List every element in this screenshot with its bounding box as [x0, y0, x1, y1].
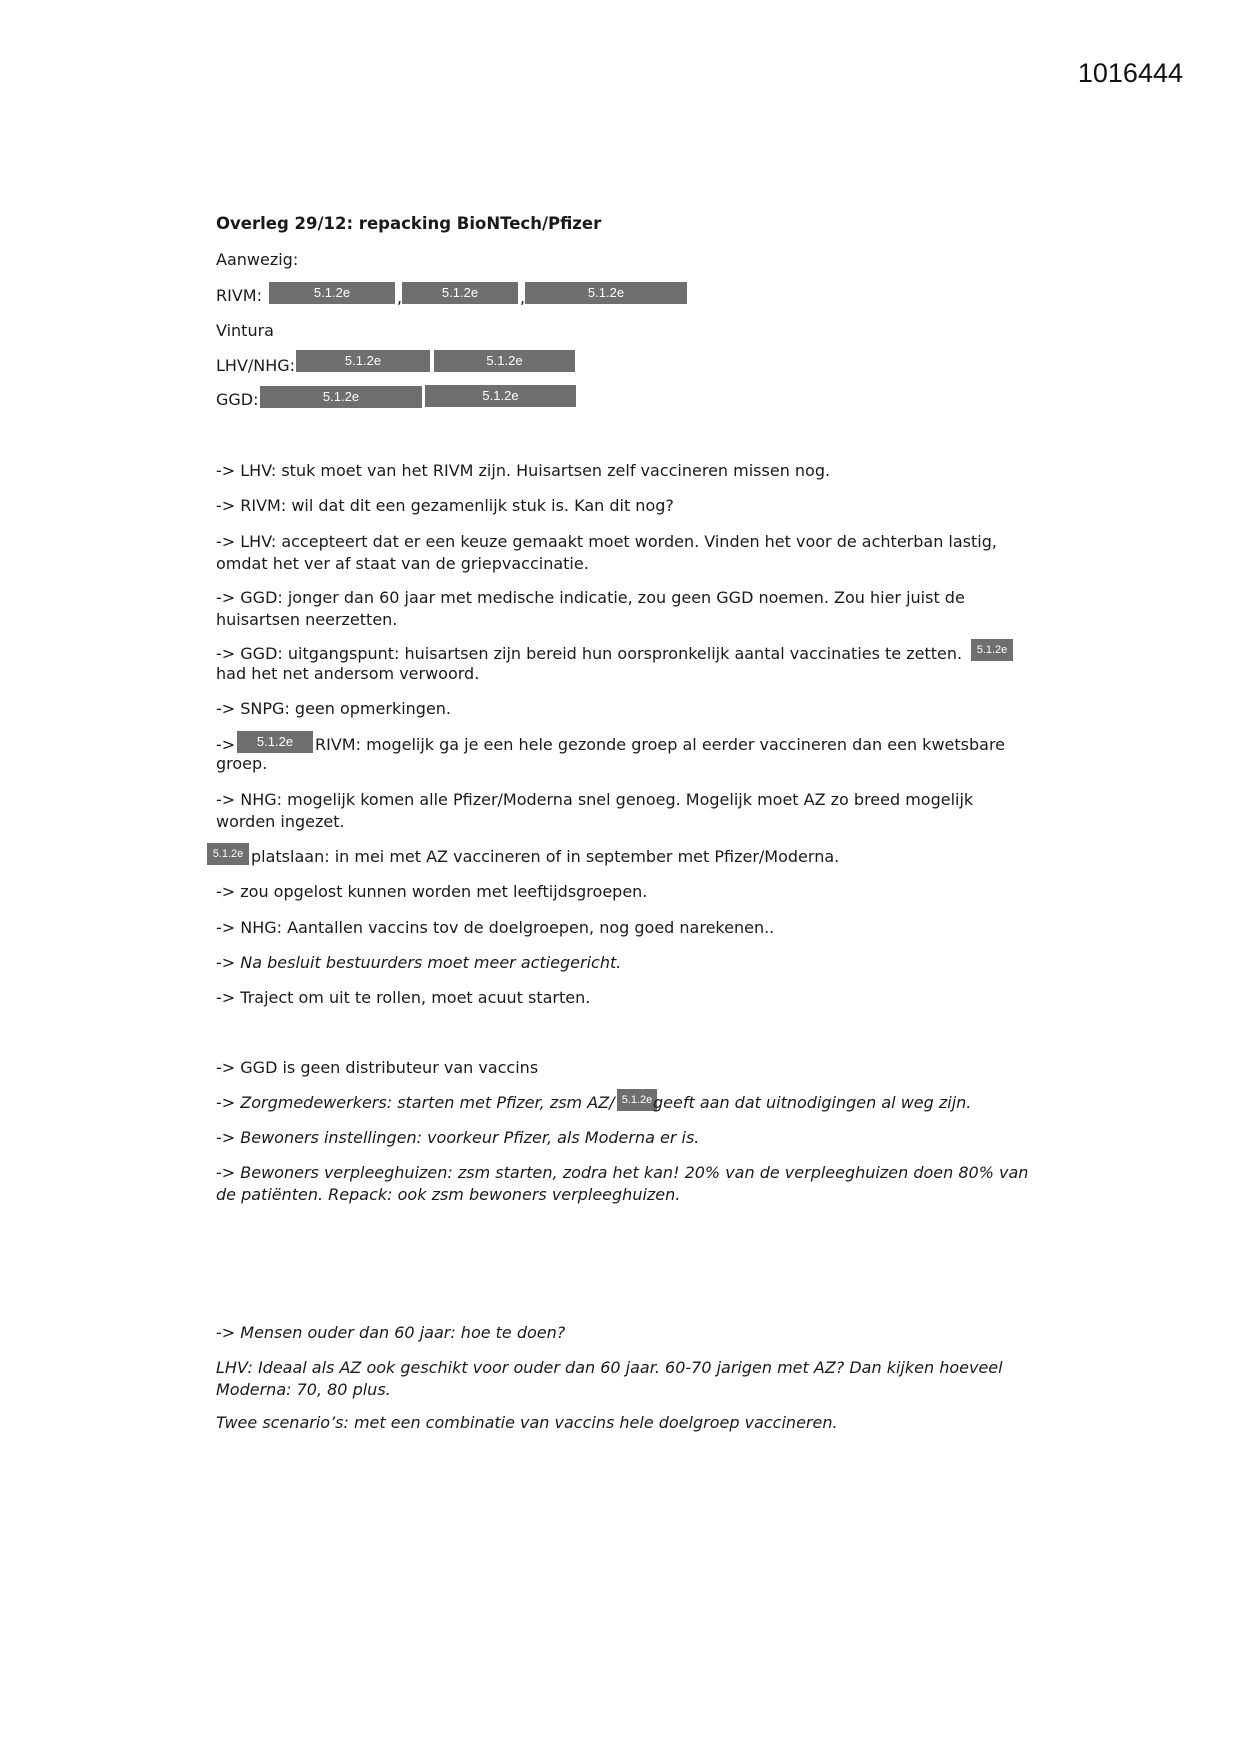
lhv-nhg-label: LHV/NHG:: [216, 356, 296, 375]
note-20: Twee scenario’s: met een combinatie van vaccins hele doelgroep vaccineren.: [216, 1413, 838, 1432]
ggd-label: GGD:: [216, 390, 259, 409]
note-1: -> LHV: stuk moet van het RIVM zijn. Huisartsen zelf vaccineren missen nog.: [216, 461, 831, 480]
note-7-arrow: ->: [216, 735, 236, 754]
note-12: -> Na besluit bestuurders moet meer actiegericht.: [216, 953, 622, 972]
redaction-box: 5.1.2e: [425, 385, 576, 407]
redaction-box: 5.1.2e: [971, 639, 1013, 661]
note-5-line2: had het net andersom verwoord.: [216, 664, 480, 683]
note-13: -> Traject om uit te rollen, moet acuut starten.: [216, 988, 591, 1007]
note-14: -> GGD is geen distributeur van vaccins: [216, 1058, 539, 1077]
note-18: -> Mensen ouder dan 60 jaar: hoe te doen?: [216, 1323, 566, 1342]
note-19: LHV: Ideaal als AZ ook geschikt voor ouder dan 60 jaar. 60-70 jarigen met AZ? Dan kijken hoeveel Moderna: 70, 80 plus.: [216, 1358, 1003, 1399]
redaction-box: 5.1.2e: [434, 350, 575, 372]
note-9: platslaan: in mei met AZ vaccineren of in september met Pfizer/Moderna.: [251, 847, 840, 866]
attendees-heading: Aanwezig:: [216, 250, 299, 269]
note-7-line2: groep.: [216, 754, 268, 773]
redaction-box: 5.1.2e: [269, 282, 395, 304]
note-17: -> Bewoners verpleeghuizen: zsm starten, zodra het kan! 20% van de verpleeghuizen doen 80% van de patiënten. Repack: ook zsm bewoners verpleeghuizen.: [216, 1163, 1029, 1204]
note-11: -> NHG: Aantallen vaccins tov de doelgroepen, nog goed narekenen..: [216, 918, 775, 937]
note-8: -> NHG: mogelijk komen alle Pfizer/Moderna snel genoeg. Mogelijk moet AZ zo breed mogelijk worden ingezet.: [216, 790, 974, 831]
rivm-label: RIVM:: [216, 286, 262, 305]
note-5-line1: -> GGD: uitgangspunt: huisartsen zijn bereid hun oorspronkelijk aantal vaccinaties te zetten.: [216, 644, 963, 663]
note-10: -> zou opgelost kunnen worden met leeftijdsgroepen.: [216, 882, 648, 901]
page-title: Overleg 29/12: repacking BioNTech/Pfizer: [216, 214, 602, 233]
note-16: -> Bewoners instellingen: voorkeur Pfizer, als Moderna er is.: [216, 1128, 700, 1147]
separator: ,: [520, 288, 526, 307]
note-15-end: geeft aan dat uitnodigingen al weg zijn.: [653, 1093, 972, 1112]
redaction-box: 5.1.2e: [207, 843, 249, 865]
note-6: -> SNPG: geen opmerkingen.: [216, 699, 452, 718]
redaction-box: 5.1.2e: [402, 282, 518, 304]
note-3: -> LHV: accepteert dat er een keuze gemaakt moet worden. Vinden het voor de achterban lastig, omdat het ver af staat van de griepvaccinatie.: [216, 532, 997, 573]
note-4: -> GGD: jonger dan 60 jaar met medische indicatie, zou geen GGD noemen. Zou hier juist de huisartsen neerzetten.: [216, 588, 965, 629]
note-7-line1: RIVM: mogelijk ga je een hele gezonde groep al eerder vaccineren dan een kwetsbare: [315, 735, 1006, 754]
redaction-box: 5.1.2e: [237, 731, 313, 753]
redaction-box: 5.1.2e: [617, 1089, 657, 1111]
document-number: 1016444: [1077, 58, 1183, 88]
note-2: -> RIVM: wil dat dit een gezamenlijk stuk is. Kan dit nog?: [216, 496, 674, 515]
redaction-box: 5.1.2e: [296, 350, 430, 372]
redaction-box: 5.1.2e: [260, 386, 422, 408]
separator: ,: [397, 288, 403, 307]
note-15-start: -> Zorgmedewerkers: starten met Pfizer, zsm AZ/: [216, 1093, 615, 1112]
vintura-label: Vintura: [216, 321, 274, 340]
redaction-box: 5.1.2e: [525, 282, 687, 304]
